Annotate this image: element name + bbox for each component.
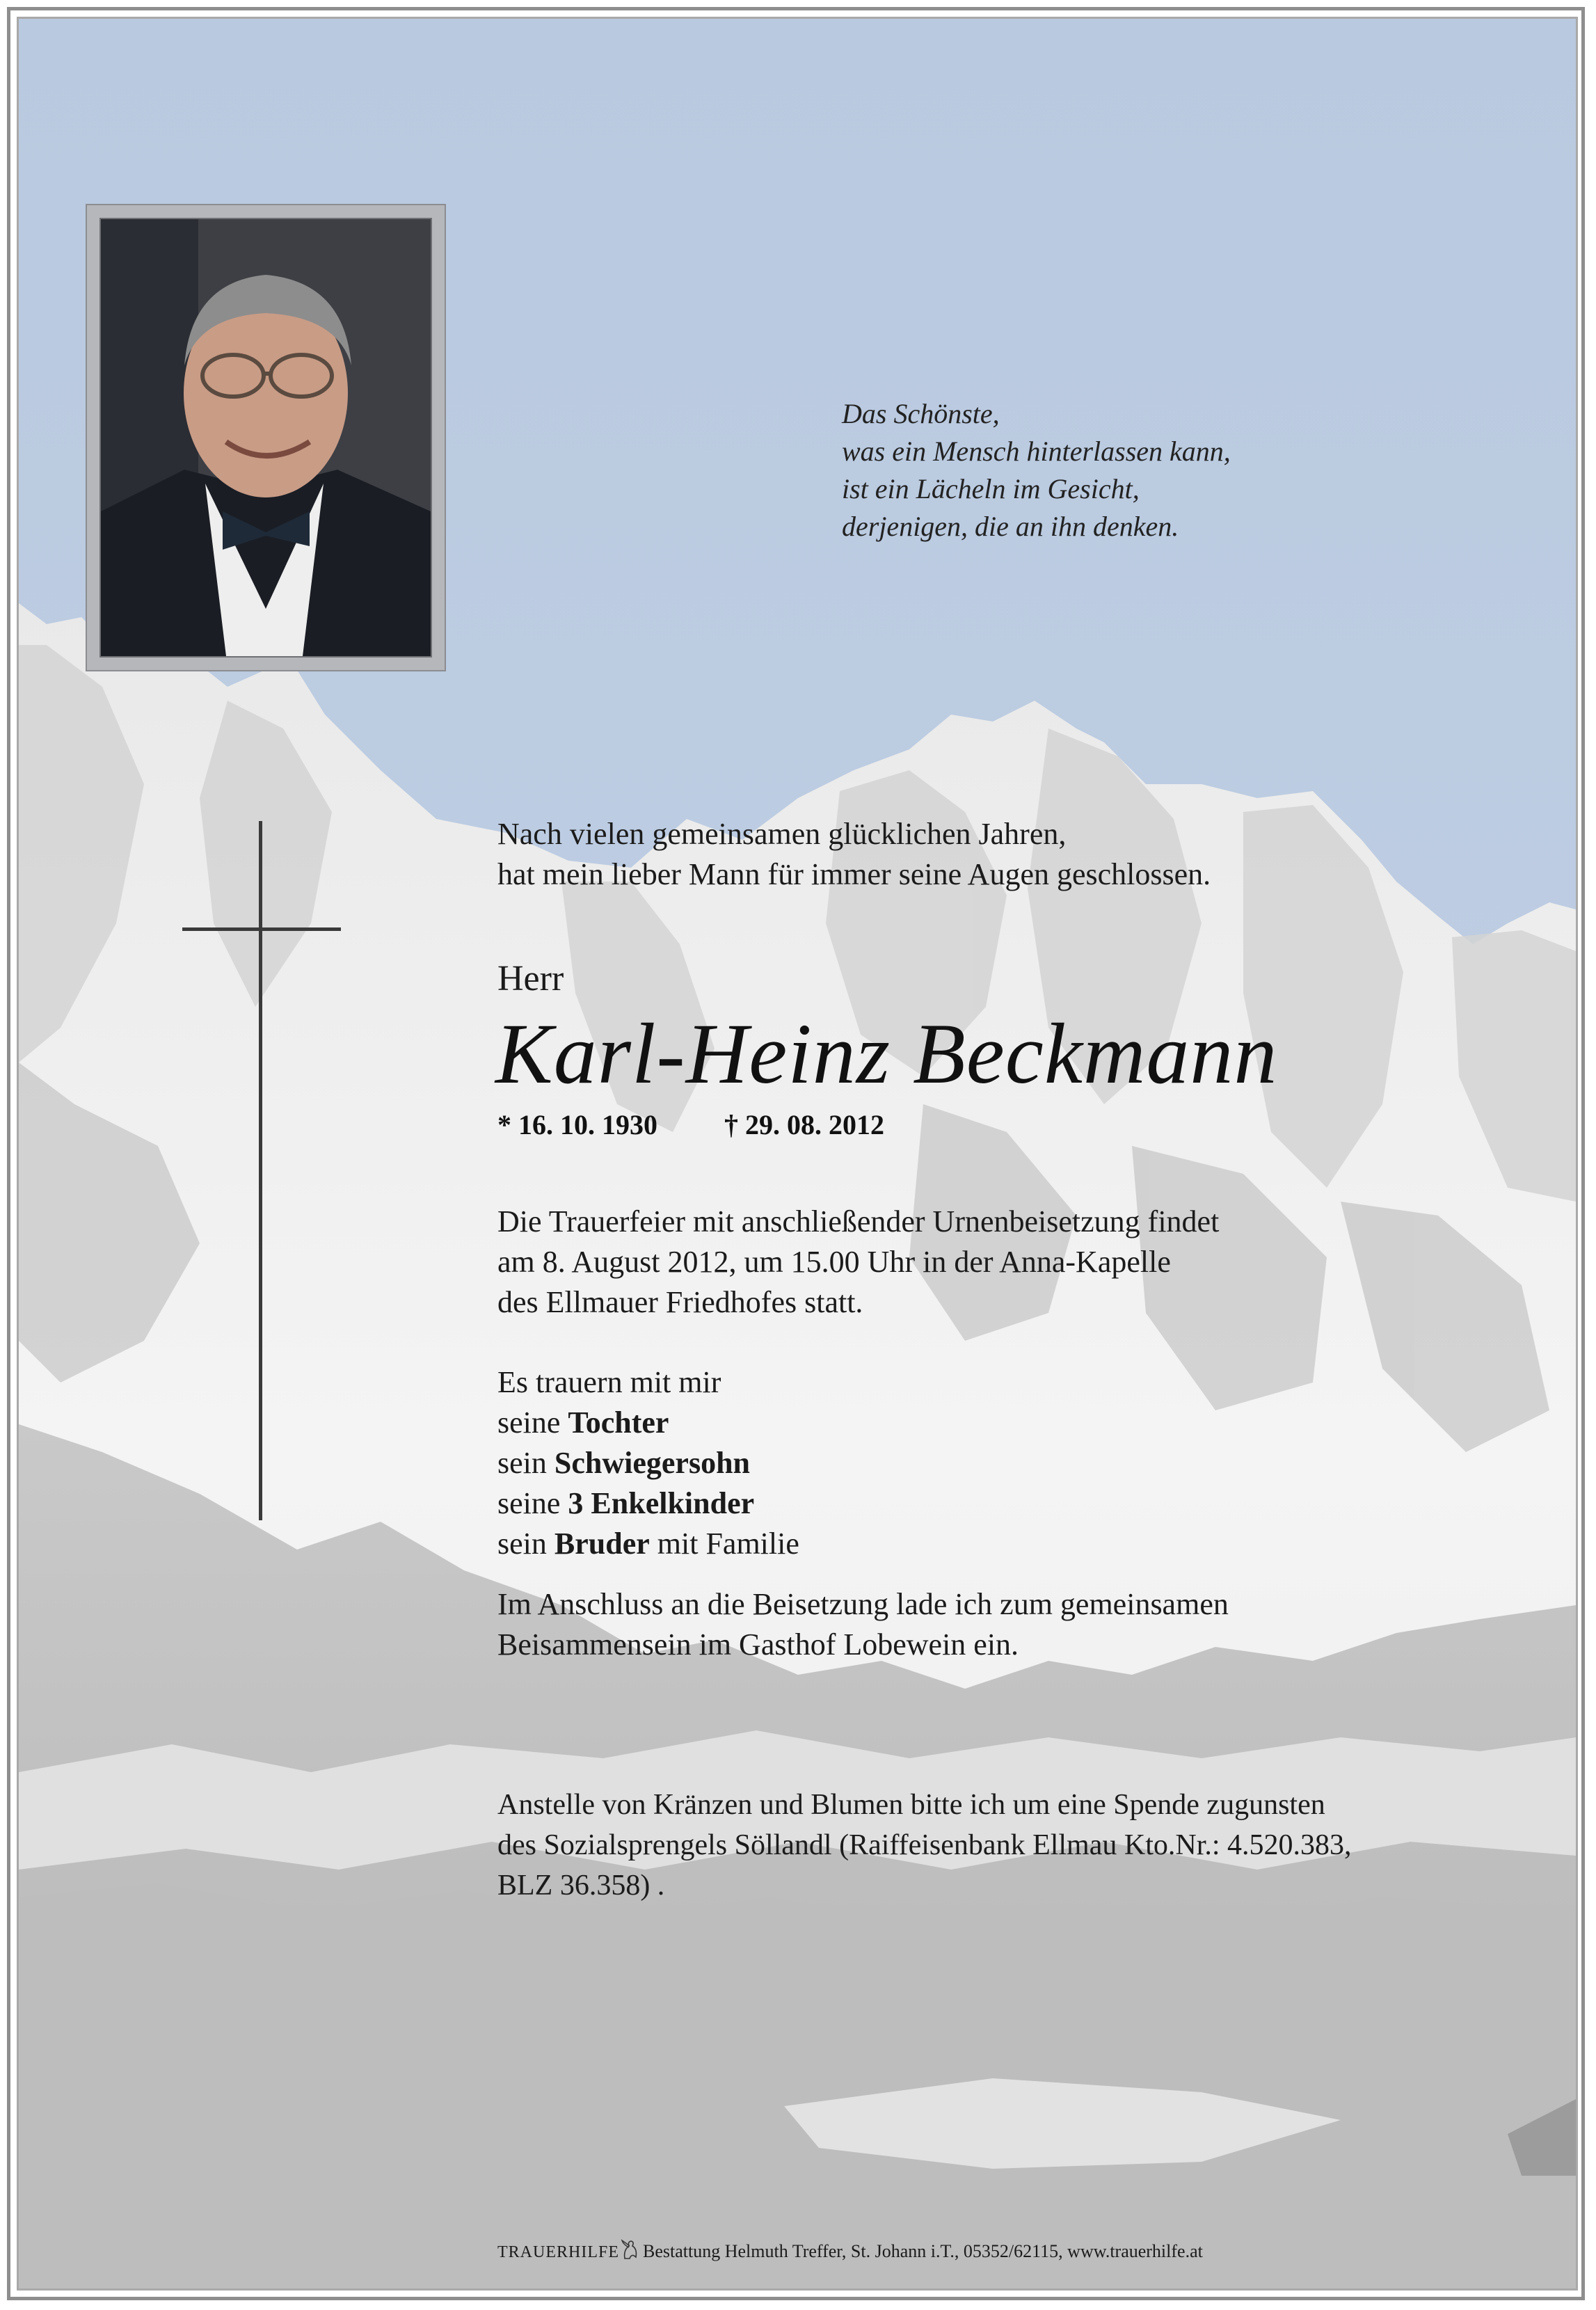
cross-icon	[259, 821, 262, 1520]
mourner-row	[497, 1443, 799, 1483]
mourner-role: Schwiegersohn	[554, 1446, 751, 1480]
mourner-row	[497, 1483, 799, 1524]
mourner-relation: seine	[497, 1486, 561, 1520]
ceremony-line: am 8. August 2012, um 15.00 Uhr in der Anna-Kapelle	[497, 1245, 1171, 1279]
portrait-frame	[86, 204, 446, 671]
mourner-relation: sein	[497, 1527, 547, 1561]
portrait-image	[101, 219, 431, 656]
mourner-row	[497, 1403, 799, 1443]
quote-line: was ein Mensch hinterlassen kann,	[842, 436, 1231, 467]
donation-line: des Sozialsprengels Söllandl (Raiffeisenbank Ellmau Kto.Nr.: 4.520.383,	[497, 1829, 1352, 1861]
cross-icon-bar	[182, 927, 341, 931]
ceremony-line: Die Trauerfeier mit anschließender Urnenbeisetzung findet	[497, 1204, 1220, 1238]
deceased-name: Karl-Heinz Beckmann	[495, 1006, 1278, 1101]
mourners-list	[497, 1362, 799, 1564]
quote-line: ist ein Lächeln im Gesicht,	[842, 473, 1140, 504]
ceremony-line: des Ellmauer Friedhofes statt.	[497, 1285, 863, 1319]
death-date: † 29. 08. 2012	[724, 1109, 884, 1140]
reception-line: Im Anschluss an die Beisetzung lade ich zum gemeinsamen	[497, 1587, 1229, 1621]
intro-text	[497, 814, 1211, 895]
reception-text	[497, 1584, 1229, 1665]
footer-brand: TRAUERHILFE	[497, 2243, 619, 2261]
reception-line: Beisammensein im Gasthof Lobewein ein.	[497, 1627, 1019, 1662]
mourner-row	[497, 1524, 799, 1564]
mourner-role: 3 Enkelkinder	[568, 1486, 755, 1520]
footer-imprint	[497, 2239, 1203, 2264]
life-dates	[497, 1108, 884, 1142]
mourner-relation: seine	[497, 1405, 561, 1440]
ceremony-text	[497, 1202, 1219, 1323]
mourner-role: Tochter	[568, 1405, 669, 1440]
mourners-heading: Es trauern mit mir	[497, 1365, 721, 1399]
quote-line: derjenigen, die an ihn denken.	[842, 511, 1179, 542]
angel-logo-icon	[621, 2239, 639, 2261]
mourner-relation: sein	[497, 1446, 547, 1480]
salutation: Herr	[497, 959, 564, 998]
lower-forest	[19, 1883, 1576, 2288]
intro-line: hat mein lieber Mann für immer seine Augen geschlossen.	[497, 857, 1211, 891]
portrait-photo	[99, 218, 432, 658]
mourner-role: Bruder	[554, 1527, 650, 1561]
mourner-suffix: mit Familie	[657, 1527, 799, 1561]
quote-line: Das Schönste,	[842, 398, 1000, 429]
footer-text: Bestattung Helmuth Treffer, St. Johann i.T., 05352/62115, www.trauerhilfe.at	[643, 2241, 1203, 2261]
donation-text	[497, 1785, 1352, 1906]
intro-line: Nach vielen gemeinsamen glücklichen Jahren,	[497, 817, 1067, 851]
donation-line: BLZ 36.358) .	[497, 1870, 665, 1902]
donation-line: Anstelle von Kränzen und Blumen bitte ich um eine Spende zugunsten	[497, 1789, 1325, 1821]
birth-date: * 16. 10. 1930	[497, 1109, 657, 1140]
memorial-quote	[842, 395, 1371, 545]
